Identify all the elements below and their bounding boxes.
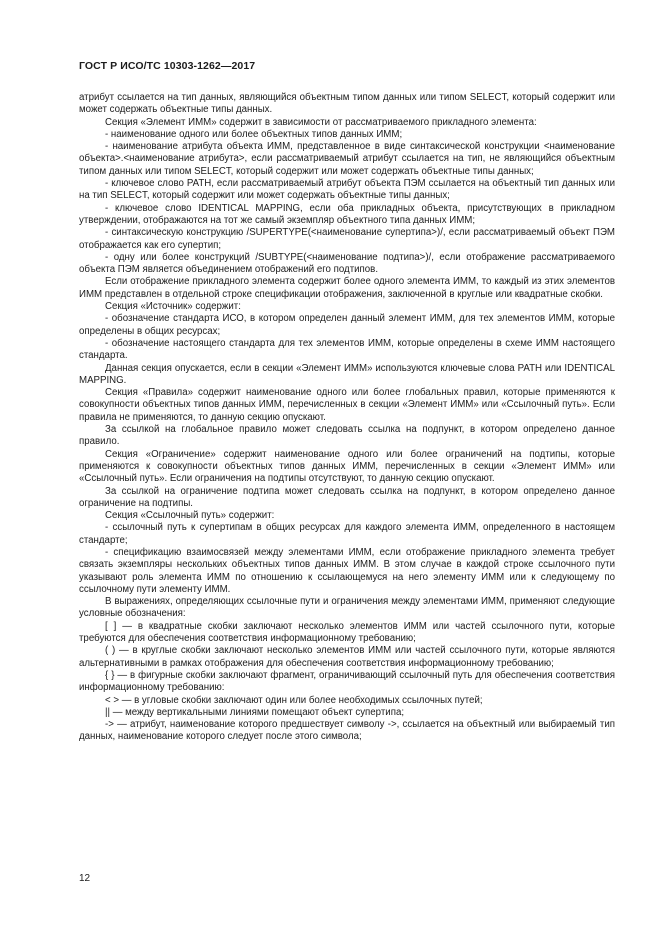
paragraph: - ключевое слово PATH, если рассматриваемый атрибут объекта ПЭМ ссылается на объектный тип данных или на тип SELECT, который содержит или может содержать объектные типы данных; (79, 178, 615, 202)
page-number: 12 (79, 873, 91, 884)
paragraph: Секция «Источник» содержит: (105, 301, 241, 313)
paragraph: { } — в фигурные скобки заключают фрагмент, ограничивающий ссылочный путь для обеспечения соответствия информационному требованию: (79, 669, 615, 694)
paragraph: - одну или более конструкций /SUBTYPE(<наименование подтипа>)/, если отображение рассматриваемого объекта ПЭМ является объединением отображений его подтипов. (79, 251, 615, 276)
paragraph: За ссылкой на глобальное правило может следовать ссылка на подпункт, в котором определено данное правило. (79, 424, 615, 448)
document-header: ГОСТ Р ИСО/ТС 10303-1262—2017 (79, 60, 256, 72)
paragraph: Секция «Правила» содержит наименование одного или более глобальных правил, которые применяются к совокупности объектных типов данных ИММ, перечисленных в секции «Элемент ИММ» или «Ссылочный путь». Если правила не применяются, то данную секцию опускают. (79, 387, 615, 423)
paragraph: Данная секция опускается, если в секции «Элемент ИММ» используются ключевые слова PATH или IDENTICAL MAPPING. (79, 362, 615, 386)
document-body (79, 92, 615, 744)
paragraph: В выражениях, определяющих ссылочные пути и ограничения между элементами ИММ, применяют следующие условные обозначения: (79, 596, 615, 620)
paragraph: < > — в угловые скобки заключают один или более необходимых ссылочных путей; (105, 694, 483, 706)
paragraph: [ ] — в квадратные скобки заключают несколько элементов ИММ или частей ссылочного пути, которые требуются для обеспечения соответствия информационному требованию; (79, 620, 615, 645)
paragraph: - наименование атрибута объекта ИММ, представленное в виде синтаксической конструкции <наименование объекта>.<наименование атрибута>, если рассматриваемый атрибут ссылается на тип, не являющийся объектным типом данных или типом SELECT, который содержит или может содержать объектные типы данных; (79, 141, 615, 177)
paragraph: Секция «Ограничение» содержит наименование одного или более ограничений на подтипы, которые применяются к совокупности объектных типов данных ИММ, перечисленных в секции «Элемент ИММ» или «Ссылочный путь». Если ограничения на подтипы отсутствуют, то данную секцию опускают. (79, 448, 615, 485)
paragraph: || — между вертикальными линиями помещают объект супертипа; (105, 706, 405, 718)
paragraph: Если отображение прикладного элемента содержит более одного элемента ИММ, то каждый из этих элементов ИММ представлен в отдельной строке спецификации отображения, заключенной в круглые или квадратные скобки. (79, 276, 615, 300)
paragraph: - синтаксическую конструкцию /SUPERTYPE(<наименование супертипа>)/, если рассматриваемый объект ПЭМ отображается как его супертип; (79, 227, 615, 251)
paragraph: ( ) — в круглые скобки заключают несколько элементов ИММ или частей ссылочного пути, которые являются альтернативными в рамках отображения для обеспечения соответствия информационному требованию; (79, 645, 615, 669)
paragraph: - ключевое слово IDENTICAL MAPPING, если оба прикладных объекта, присутствующих в прикладном утверждении, отображаются на тот же самый экземпляр объектного типа данных ИММ; (79, 202, 615, 226)
paragraph: - обозначение стандарта ИСО, в котором определен данный элемент ИММ, для тех элементов ИММ, которые определены в общих ресурсах; (79, 313, 615, 337)
paragraph: - обозначение настоящего стандарта для тех элементов ИММ, которые определены в схеме ИММ настоящего стандарта. (79, 337, 615, 362)
paragraph: - наименование одного или более объектных типов данных ИММ; (105, 128, 403, 140)
paragraph: - ссылочный путь к супертипам в общих ресурсах для каждого элемента ИММ, определенного в настоящем стандарте; (79, 522, 615, 546)
paragraph: Секция «Ссылочный путь» содержит: (105, 510, 275, 522)
paragraph: Секция «Элемент ИММ» содержит в зависимости от рассматриваемого прикладного элемента: (105, 116, 537, 128)
paragraph: -> — атрибут, наименование которого предшествует символу ->, ссылается на объектный или выбираемый тип данных, наименование которого следует после этого символа; (79, 719, 615, 743)
paragraph: За ссылкой на ограничение подтипа может следовать ссылка на подпункт, в котором определено данное ограничение на подтипы. (79, 485, 615, 509)
paragraph: атрибут ссылается на тип данных, являющийся объектным типом данных или типом SELECT, который содержит или может содержать объектные типы данных. (79, 92, 615, 116)
paragraph: - спецификацию взаимосвязей между элементами ИММ, если отображение прикладного элемента требует связать экземпляры нескольких объектных типов данных ИММ. В этом случае в каждой строке ссылочного пути указывают роль элемента ИММ по отношению к ссылающемуся на него элементу ИММ или к следующему по ссылочному пути элементу ИММ. (79, 546, 615, 595)
